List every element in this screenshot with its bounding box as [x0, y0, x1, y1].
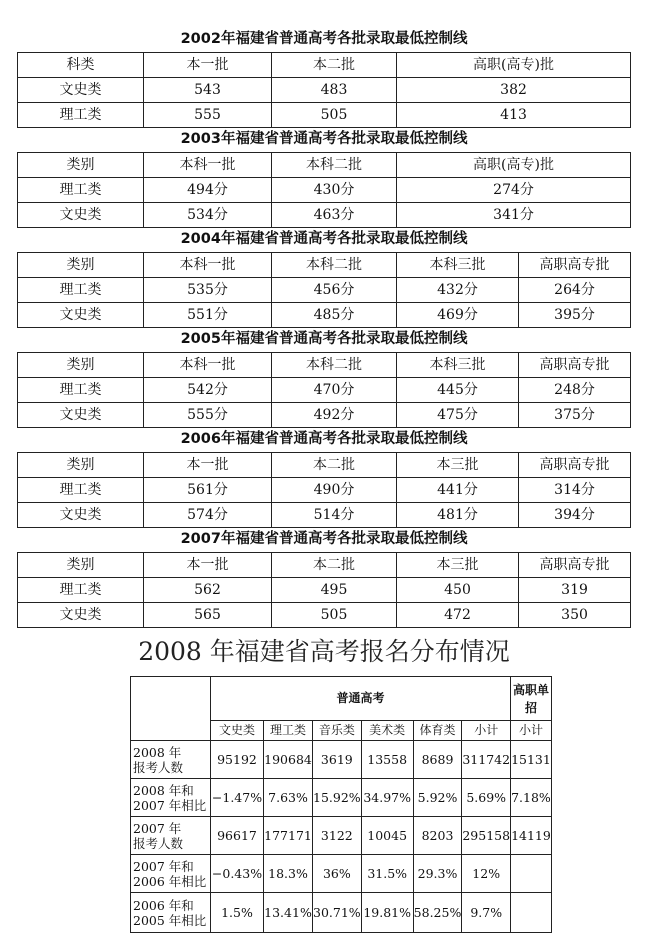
score-cell: 470分 [272, 378, 397, 403]
score-cell: 534分 [144, 203, 272, 228]
value-cell: 13.41% [264, 893, 313, 933]
table-row [18, 278, 631, 303]
registration-title: 2008 年福建省高考报名分布情况 [138, 637, 510, 666]
score-cell: 543 [144, 78, 272, 103]
value-cell: 12% [462, 855, 511, 893]
value-cell: 15.92% [313, 779, 362, 817]
column-header: 科类 [18, 53, 144, 78]
cutoff-table-title: 2005年福建省普通高考各批录取最低控制线 [18, 327, 631, 353]
score-cell: 445分 [397, 378, 519, 403]
score-cell: 274分 [397, 178, 631, 203]
score-cell: 475分 [397, 403, 519, 428]
value-cell: 3122 [313, 817, 362, 855]
value-cell: 34.97% [361, 779, 413, 817]
value-cell: 58.25% [413, 893, 462, 933]
row-label: 文史类 [18, 203, 144, 228]
value-cell: 8689 [413, 741, 462, 779]
score-cell: 485分 [272, 303, 397, 328]
row-label: 理工类 [18, 578, 144, 603]
column-header: 本二批 [272, 53, 397, 78]
value-cell: 177171 [264, 817, 313, 855]
score-cell: 394分 [519, 503, 631, 528]
column-header: 本科一批 [144, 253, 272, 278]
cutoff-table-title: 2004年福建省普通高考各批录取最低控制线 [18, 227, 631, 253]
table-row [18, 203, 631, 228]
value-cell: 15131 [511, 741, 552, 779]
subheader-cell: 理工类 [264, 721, 313, 741]
row-label: 理工类 [18, 378, 144, 403]
column-header: 本二批 [272, 453, 397, 478]
row-label [131, 779, 211, 817]
value-cell: 5.92% [413, 779, 462, 817]
score-cell: 472 [397, 603, 519, 628]
cutoff-table-block [17, 127, 630, 228]
cutoff-table-title: 2003年福建省普通高考各批录取最低控制线 [18, 127, 631, 153]
corner-cell [131, 677, 211, 741]
subheader-cell: 小计 [462, 721, 511, 741]
value-cell: 30.71% [313, 893, 362, 933]
table-row [18, 78, 631, 103]
row-label: 理工类 [18, 178, 144, 203]
score-cell: 469分 [397, 303, 519, 328]
table-row [131, 817, 552, 855]
score-cell: 248分 [519, 378, 631, 403]
score-cell: 350 [519, 603, 631, 628]
cutoff-table [17, 127, 631, 228]
value-cell: 295158 [462, 817, 511, 855]
row-label: 理工类 [18, 478, 144, 503]
score-cell: 551分 [144, 303, 272, 328]
value-cell [511, 893, 552, 933]
table-row [18, 603, 631, 628]
score-cell: 535分 [144, 278, 272, 303]
score-cell: 382 [397, 78, 631, 103]
registration-table [130, 676, 552, 933]
column-header: 本一批 [144, 453, 272, 478]
value-cell: 14119 [511, 817, 552, 855]
score-cell: 463分 [272, 203, 397, 228]
value-cell: 31.5% [361, 855, 413, 893]
row-label: 文史类 [18, 303, 144, 328]
column-header: 高职高专批 [519, 553, 631, 578]
row-label: 理工类 [18, 103, 144, 128]
score-cell: 562 [144, 578, 272, 603]
score-cell: 565 [144, 603, 272, 628]
score-cell: 561分 [144, 478, 272, 503]
row-label [131, 893, 211, 933]
score-cell: 555 [144, 103, 272, 128]
row-label-line: 2006 年和 [133, 897, 194, 913]
value-cell: 7.18% [511, 779, 552, 817]
table-row [18, 103, 631, 128]
header-row [18, 453, 631, 478]
column-header: 本科一批 [144, 353, 272, 378]
score-cell: 441分 [397, 478, 519, 503]
score-cell: 450 [397, 578, 519, 603]
value-cell: 311742 [462, 741, 511, 779]
score-cell: 341分 [397, 203, 631, 228]
group-general-header: 普通高考 [211, 677, 511, 721]
column-header: 高职高专批 [519, 453, 631, 478]
row-label-line: 2007 年 [133, 820, 182, 836]
value-cell: 9.7% [462, 893, 511, 933]
value-cell: 19.81% [361, 893, 413, 933]
value-cell: 1.5% [211, 893, 264, 933]
score-cell: 314分 [519, 478, 631, 503]
value-cell: 36% [313, 855, 362, 893]
cutoff-table [17, 227, 631, 328]
row-label: 文史类 [18, 503, 144, 528]
cutoff-table [17, 327, 631, 428]
value-cell: 190684 [264, 741, 313, 779]
score-cell: 481分 [397, 503, 519, 528]
cutoff-table-title: 2006年福建省普通高考各批录取最低控制线 [18, 427, 631, 453]
cutoff-table [17, 427, 631, 528]
score-cell: 430分 [272, 178, 397, 203]
table-row [18, 403, 631, 428]
header-row [18, 353, 631, 378]
column-header: 本二批 [272, 553, 397, 578]
row-label-line: 2007 年相比 [133, 797, 207, 813]
cutoff-table-block [17, 27, 630, 128]
value-cell: 7.63% [264, 779, 313, 817]
score-cell: 495 [272, 578, 397, 603]
column-header: 本科二批 [272, 153, 397, 178]
column-header: 本科一批 [144, 153, 272, 178]
row-label-line: 2007 年和 [133, 858, 194, 874]
table-row [18, 378, 631, 403]
subheader-cell: 小计 [511, 721, 552, 741]
row-label-line: 2008 年和 [133, 782, 194, 798]
table-row [131, 893, 552, 933]
cutoff-table [17, 527, 631, 628]
value-cell: 13558 [361, 741, 413, 779]
cutoff-table-block [17, 227, 630, 328]
value-cell: 5.69% [462, 779, 511, 817]
header-row [18, 253, 631, 278]
table-row [18, 303, 631, 328]
row-label: 理工类 [18, 278, 144, 303]
column-header: 本三批 [397, 553, 519, 578]
group-vocational-header: 高职单招 [511, 677, 552, 721]
row-label-line: 2006 年相比 [133, 873, 207, 889]
cutoff-table-block [17, 527, 630, 628]
row-label [131, 855, 211, 893]
column-header: 本科三批 [397, 253, 519, 278]
score-cell: 542分 [144, 378, 272, 403]
column-header: 高职高专批 [519, 353, 631, 378]
column-header: 本科二批 [272, 253, 397, 278]
value-cell: 96617 [211, 817, 264, 855]
value-cell: 10045 [361, 817, 413, 855]
column-header: 本科二批 [272, 353, 397, 378]
subheader-cell: 文史类 [211, 721, 264, 741]
row-label-line: 报考人数 [133, 835, 184, 851]
subheader-cell: 音乐类 [313, 721, 362, 741]
score-cell: 555分 [144, 403, 272, 428]
subheader-cell: 体育类 [413, 721, 462, 741]
value-cell: 95192 [211, 741, 264, 779]
score-cell: 319 [519, 578, 631, 603]
column-header: 类别 [18, 553, 144, 578]
row-label [131, 741, 211, 779]
row-label: 文史类 [18, 403, 144, 428]
row-label-line: 2008 年 [133, 744, 182, 760]
column-header: 本一批 [144, 53, 272, 78]
row-label: 文史类 [18, 603, 144, 628]
score-cell: 574分 [144, 503, 272, 528]
subheader-cell: 美术类 [361, 721, 413, 741]
row-label-line: 2005 年相比 [133, 912, 207, 928]
score-cell: 494分 [144, 178, 272, 203]
score-cell: 514分 [272, 503, 397, 528]
score-cell: 483 [272, 78, 397, 103]
row-label: 文史类 [18, 78, 144, 103]
row-label-line: 报考人数 [133, 759, 184, 775]
value-cell [511, 855, 552, 893]
table-row [18, 478, 631, 503]
column-header: 高职(高专)批 [397, 153, 631, 178]
score-cell: 490分 [272, 478, 397, 503]
cutoff-table-block [17, 327, 630, 428]
score-cell: 505 [272, 603, 397, 628]
header-row [18, 53, 631, 78]
row-label [131, 817, 211, 855]
score-cell: 395分 [519, 303, 631, 328]
column-header: 本三批 [397, 453, 519, 478]
value-cell: 18.3% [264, 855, 313, 893]
header-row [18, 153, 631, 178]
score-cell: 264分 [519, 278, 631, 303]
value-cell: −1.47% [211, 779, 264, 817]
score-cell: 456分 [272, 278, 397, 303]
value-cell: 29.3% [413, 855, 462, 893]
table-row [131, 741, 552, 779]
score-cell: 432分 [397, 278, 519, 303]
column-header: 本科三批 [397, 353, 519, 378]
table-row [131, 779, 552, 817]
cutoff-table [17, 27, 631, 128]
value-cell: −0.43% [211, 855, 264, 893]
table-row [18, 578, 631, 603]
score-cell: 413 [397, 103, 631, 128]
value-cell: 3619 [313, 741, 362, 779]
value-cell: 8203 [413, 817, 462, 855]
score-cell: 375分 [519, 403, 631, 428]
table-row [18, 178, 631, 203]
column-header: 高职(高专)批 [397, 53, 631, 78]
table-row [131, 855, 552, 893]
header-row [18, 553, 631, 578]
table-row [18, 503, 631, 528]
column-header: 类别 [18, 353, 144, 378]
cutoff-table-block [17, 427, 630, 528]
column-header: 类别 [18, 453, 144, 478]
score-cell: 492分 [272, 403, 397, 428]
score-cell: 505 [272, 103, 397, 128]
column-header: 高职高专批 [519, 253, 631, 278]
cutoff-table-title: 2002年福建省普通高考各批录取最低控制线 [18, 27, 631, 53]
column-header: 类别 [18, 253, 144, 278]
column-header: 本一批 [144, 553, 272, 578]
cutoff-table-title: 2007年福建省普通高考各批录取最低控制线 [18, 527, 631, 553]
column-header: 类别 [18, 153, 144, 178]
